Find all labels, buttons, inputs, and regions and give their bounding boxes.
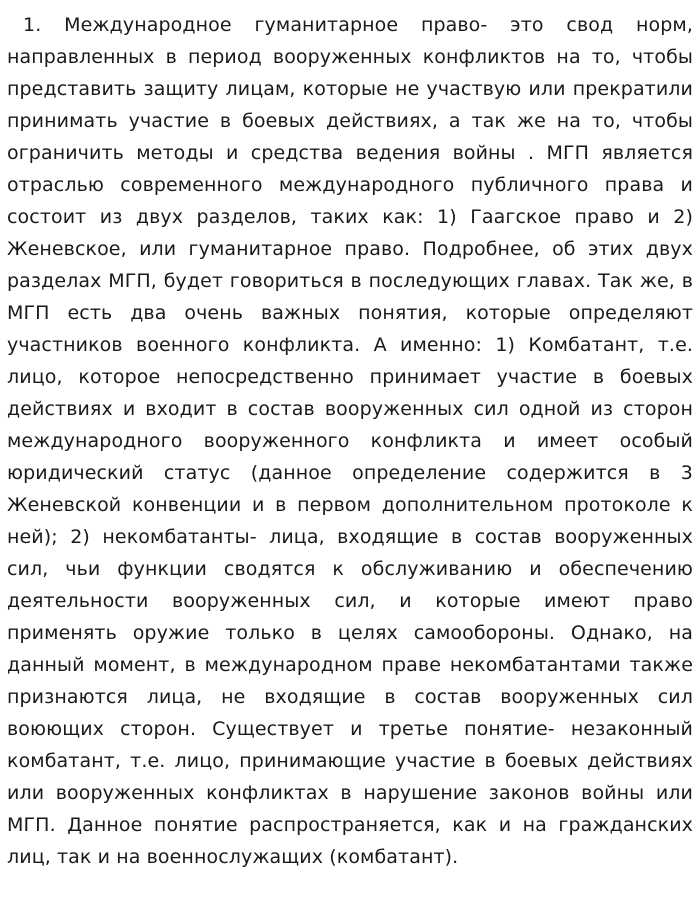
body-paragraph: 1. Международное гуманитарное право- это свод норм, направленных в период вооруженных конфликтов на то, чтобы представить защиту лицам, которые не участвую или прекратили принимать участие в боевых действиях, а так же на то, чтобы ограничить методы и средства ведения войны . МГП является отраслью современного международного публичного права и состоит из двух разделов, таких как: 1) Гаагское право и 2) Женевское, или гуманитарное право. Подробнее, об этих двух разделах МГП, будет говориться в последующих главах. Так же, в МГП есть два очень важных понятия, которые определяют участников военного конфликта. А именно: 1) Комбатант, т.е. лицо, которое непосредственно принимает участие в боевых действиях и входит в состав вооруженных сил одной из сторон международного вооруженного конфликта и имеет особый юридический статус (данное определение содержится в 3 Женевской конвенции и в первом дополнительном протоколе к ней); 2) некомбатанты- лица, входящие в состав вооруженных сил, чьи функции сводятся к обслуживанию и обеспечению деятельности вооруженных сил, и которые имеют право применять оружие только в целях самообороны. Однако, на данный момент, в международном праве некомбатантами также признаются лица, не входящие в состав вооруженных сил воюющих сторон. Существует и третье понятие- незаконный комбатант, т.е. лицо, принимающие участие в боевых действиях или вооруженных конфликтах в нарушение законов войны или МГП. Данное понятие распространяется, как и на гражданских лиц, так и на военнослужащих (комбатант). xyxy=(7,14,693,868)
